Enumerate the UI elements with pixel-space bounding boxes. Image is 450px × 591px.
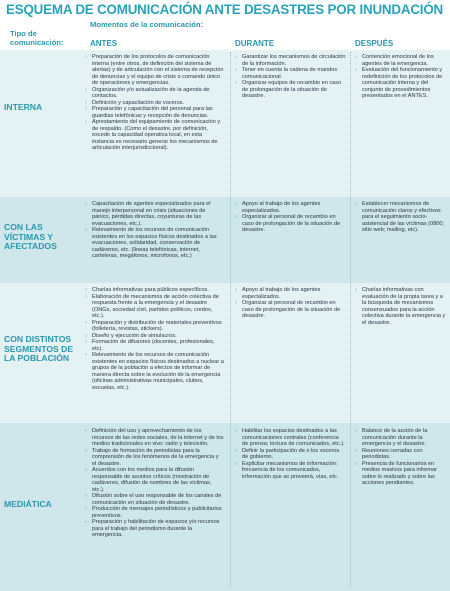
bullet-icon: › — [85, 293, 87, 300]
list-item — [234, 54, 346, 67]
tipo-comunicacion-label: Tipo de comunicación: — [10, 29, 64, 47]
list-item-text: Establecer mecanismos de comunicación claros y efectivos para el seguimiento socio-asistencial de las víctimas (0800; sitio web; mailing, etc). — [362, 201, 445, 233]
bullet-icon: › — [85, 227, 87, 233]
cell-mediatica-antes — [84, 428, 224, 539]
list-item-text: Charlas informativas para públicos específicos. — [92, 287, 209, 293]
list-item-text: Tener en cuenta la cadena de mandos comunicacional. — [242, 67, 338, 80]
list-item — [354, 287, 446, 326]
bullet-icon: › — [235, 54, 237, 60]
list-item — [84, 428, 224, 448]
bullet-icon: › — [85, 119, 87, 125]
bullet-icon: › — [235, 447, 237, 454]
bullet-icon: › — [85, 54, 87, 60]
list-item — [234, 80, 346, 100]
list-item — [84, 227, 224, 260]
list-item — [354, 461, 446, 487]
bullet-icon: › — [85, 519, 87, 525]
list-item — [234, 448, 346, 461]
col-antes: ANTES — [90, 39, 118, 48]
cell-interna-durante — [234, 54, 346, 100]
list-item — [84, 493, 224, 506]
cell-mediatica-despues — [354, 428, 446, 487]
bullet-icon: › — [85, 287, 87, 293]
list-item — [84, 506, 224, 519]
cell-segmentos-antes — [84, 287, 224, 391]
bullet-icon: › — [235, 287, 237, 293]
list-item — [84, 294, 224, 320]
list-item-text: Balance de la acción de la comunicación durante la emergencia y el desastre. — [362, 428, 428, 447]
bullet-icon: › — [85, 99, 87, 106]
list-item — [354, 67, 446, 100]
bullet-icon: › — [85, 319, 87, 326]
list-item-text: Presencia de funcionarios en medios masivos para informar sobre lo realizado y sobre las acciones pendientes. — [362, 460, 437, 486]
bullet-icon: › — [235, 300, 237, 306]
list-item-text: Relevamiento de los recursos de comunicación existentes en espacios físicos destinados a nuclear a grupos de la población a efectos de informar de manera directa sobre la evolución de la emergencia (oficinas administrativas municipales, clubes, escuelas, etc.). — [92, 352, 224, 391]
cell-interna-antes — [84, 54, 224, 152]
list-item — [84, 467, 224, 493]
list-item-text: Formación de difusores (docentes, profesionales, etc). — [92, 339, 215, 352]
bullet-icon: › — [235, 428, 237, 434]
list-item-text: Evaluación del funcionamiento y redefinición de los protocolos de comunicación interna y del conjunto de procedimientos presentados en el ANTES. — [362, 67, 443, 99]
list-item — [234, 287, 346, 300]
bullet-icon: › — [235, 214, 237, 220]
list-item — [84, 448, 224, 468]
page-title: ESQUEMA DE COMUNICACIÓN ANTE DESASTRES POR INUNDACIÓN — [6, 2, 444, 17]
list-item — [234, 300, 346, 320]
row-label-interna: INTERNA — [4, 102, 43, 112]
list-item — [234, 201, 346, 214]
cell-victimas-despues — [354, 201, 446, 234]
bullet-icon: › — [85, 352, 87, 358]
list-item-text: Organizar al personal de recambio en caso de prolongación de la situación de desastre. — [242, 214, 341, 233]
bullet-icon: › — [85, 428, 87, 434]
list-item-text: Producción de mensajes periodísticos y publicitarios preventivos. — [92, 506, 222, 519]
cell-victimas-antes — [84, 201, 224, 260]
list-item — [84, 54, 224, 87]
list-item-text: Organización y/o actualización de la agenda de contactos. — [92, 86, 210, 99]
cell-segmentos-durante — [234, 287, 346, 320]
col-durante: DURANTE — [235, 39, 275, 48]
list-item-text: Definición y capacitación de voceros. — [92, 99, 185, 106]
list-item-text: Trabajo de formación de periodistas para la comprensión de los fenómenos de la emergencia y el desastre. — [92, 447, 219, 467]
list-item-text: Aprestamiento del equipamiento de comunicación y de respaldo. (Como el desastre, por definición, excede la capacidad operativa local, en esta instancia es necesario generar los mecanismos de articulación interjurisdiccional). — [92, 119, 221, 151]
list-item — [84, 119, 224, 152]
list-item-text: Apoyo al trabajo de los agentes especializados. — [242, 287, 321, 300]
bullet-icon: › — [355, 447, 357, 454]
list-item-text: Difusión sobre el uso responsable de los canales de comunicación en situación de desastre. — [92, 493, 222, 506]
col-despues: DESPUÉS — [355, 39, 394, 48]
bullet-icon: › — [355, 428, 357, 434]
list-item-text: Relevamiento de los recursos de comunicación existentes en los espacios físicos destinados a las evacuaciones, solidaridad, conservación de cadáveres, etc. (líneas telefónicas, internet, carteleras, megáfonos, microfonos, etc.) — [92, 227, 217, 259]
list-item-text: Garantizar los mecanismos de circulación de la información. — [242, 54, 346, 67]
cell-mediatica-durante — [234, 428, 346, 480]
bullet-icon: › — [85, 106, 87, 112]
bullet-icon: › — [235, 460, 237, 467]
list-item-text: Contención emocional de los agentes de la emergencia. — [362, 54, 434, 67]
bullet-icon: › — [355, 54, 357, 60]
bullet-icon: › — [355, 460, 357, 467]
bullet-icon: › — [85, 86, 87, 93]
column-divider — [350, 52, 351, 588]
list-item — [84, 201, 224, 227]
list-item — [234, 461, 346, 481]
bullet-icon: › — [85, 493, 87, 499]
list-item-text: Organizar equipos de recambio en caso de prolongación de la situación de desastre. — [242, 80, 342, 99]
bullet-icon: › — [85, 201, 87, 207]
list-item-text: Habilitar los espacios destinados a las comunicaciones centrales (conferencia de prensa; lectura de comunicados, etc.). — [242, 428, 345, 447]
bullet-icon: › — [85, 332, 87, 339]
list-item-text: Elaboración de mecanismos de acción colectiva de respuesta frente a la emergencia y el desastre (ONGs, sociedad civil, partidos políticos, credos, etc.). — [92, 293, 219, 319]
list-item — [234, 428, 346, 448]
row-label-victimas: CON LAS VÍCTIMAS Y AFECTADOS — [4, 222, 57, 252]
list-item-text: Diseño y ejecución de simulacros. — [92, 332, 177, 339]
list-item — [84, 339, 224, 352]
list-item — [234, 67, 346, 80]
list-item-text: Capacitación de agentes especializados para el manejo interpersonal en crisis (situaciones de pánico, pérdidas directas, coyunturas de las evacuaciones, etc.). — [92, 201, 211, 227]
cell-victimas-durante — [234, 201, 346, 234]
momentos-label: Momentos de la comunicación: — [90, 20, 204, 29]
list-item — [354, 201, 446, 234]
bullet-icon: › — [85, 506, 87, 512]
row-label-segmentos: CON DISTINTOS SEGMENTOS DE LA POBLACIÓN — [4, 334, 74, 364]
cell-interna-despues — [354, 54, 446, 100]
bullet-icon: › — [235, 67, 237, 73]
list-item — [84, 519, 224, 539]
list-item-text: Definición del uso y aprovechamiento de los recursos de las redes sociales, de la internet y de los medios tradicionales en vivo: radio y televisión. — [92, 428, 224, 447]
bullet-icon: › — [85, 467, 87, 473]
bullet-icon: › — [235, 201, 237, 207]
list-item-text: Preparación y habilitación de espacios y/o recursos para el trabajo del periodismo durante la emergencia. — [92, 519, 220, 538]
bullet-icon: › — [355, 287, 357, 293]
list-item — [84, 87, 224, 100]
list-item — [84, 320, 224, 333]
bullet-icon: › — [355, 201, 357, 207]
bullet-icon: › — [85, 339, 87, 345]
row-label-mediatica: MEDIÁTICA — [4, 499, 52, 509]
list-item — [84, 106, 224, 119]
list-item-text: Reuniones cerradas con periodistas. — [362, 447, 423, 460]
list-item-text: Explicitar mecanismos de información: frecuencia de los comunicados, información que se proveerá, vías, etc. — [242, 460, 339, 480]
list-item — [354, 428, 446, 448]
list-item-text: Preparación y capacitación del personal para las guardias telefónicas y recepción de denuncias. — [92, 106, 213, 119]
list-item — [354, 448, 446, 461]
bullet-icon: › — [235, 80, 237, 86]
list-item-text: Organizar al personal de recambio en caso de prolongación de la situación de desastre. — [242, 300, 341, 319]
list-item-text: Charlas informativas con evaluación de la propia tarea y a la búsqueda de mecanismos consensuados para la acción colectiva durante la emergencia y el desastre. — [362, 287, 446, 326]
list-item — [84, 352, 224, 391]
list-item — [234, 214, 346, 234]
list-item-text: Apoyo al trabajo de los agentes especializados. — [242, 201, 321, 214]
bullet-icon: › — [355, 67, 357, 73]
column-divider — [230, 52, 231, 588]
bullet-icon: › — [85, 447, 87, 454]
list-item-text: Preparación y distribución de materiales preventivos (folletería, revistas, stickers). — [92, 319, 222, 332]
list-item — [354, 54, 446, 67]
list-item-text: Acuerdos con los medios para la difusión responsable de asuntos críticos (mostración de cadáveres, difusión de nombres de las víctimas, etc.). — [92, 467, 212, 493]
list-item-text: Preparación de los protocolos de comunicación interna (entre otros, de definición del sistema de alertas) y de articulación con el sistema de recepción de denuncias y el equipo de crisis o comando único de operaciones y emergencias. — [92, 54, 224, 86]
cell-segmentos-despues — [354, 287, 446, 326]
list-item-text: Definir la participación de o los voceros de gobierno. — [242, 447, 340, 460]
